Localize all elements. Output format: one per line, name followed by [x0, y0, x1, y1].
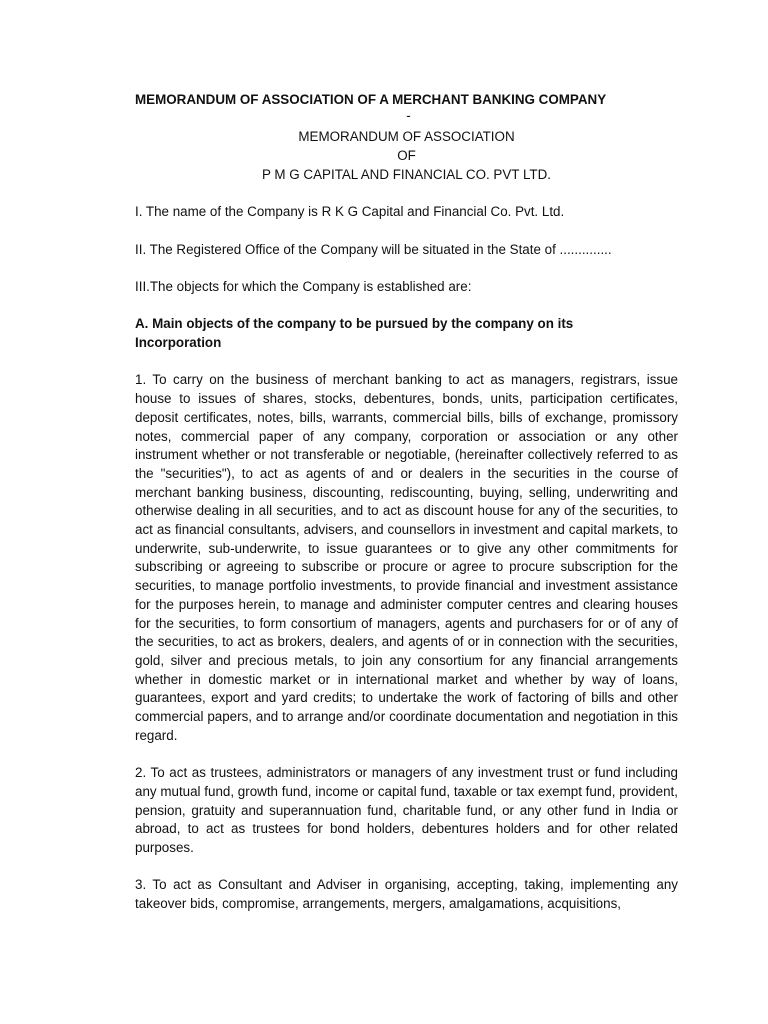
clause-name: I. The name of the Company is R K G Capital and Financial Co. Pvt. Ltd. — [135, 204, 565, 220]
spacer — [135, 185, 678, 204]
object-paragraph-2: 2. To act as trustees, administrators or managers of any investment trust or fund including any mutual fund, growth fund, income or capital fund, taxable or tax exempt fund, provident, pension, gratuity and superannuation fund, charitable fund, or any other fund in India or abroad, to act as trustees for bond holders, debentures holders and for other related purposes. — [135, 765, 678, 856]
memorandum-of: OF — [397, 148, 416, 164]
document-body — [135, 91, 678, 933]
clause-registered-office: II. The Registered Office of the Company will be situated in the State of .............. — [135, 241, 612, 257]
document-title: MEMORANDUM OF ASSOCIATION OF A MERCHANT BANKING COMPANY — [135, 92, 607, 107]
section-a-heading-line1: A. Main objects of the company to be pursued by the company on its — [135, 316, 574, 332]
section-a-heading — [135, 315, 678, 352]
title-separator-dash: - — [406, 107, 411, 123]
object-paragraph-1: 1. To carry on the business of merchant banking to act as managers, registrars, issue house to issues of shares, stocks, debentures, bonds, units, participation certificates, deposit certificates, notes, bills, warrants, commercial bills, bills of exchange, promissory notes, commercial paper of any company, corporation or association or any other instrument whether or not transferable or negotiable, (hereinafter collectively referred to as the "securities"), to act as agents of and or dealers in the securities in the course of merchant banking business, discounting, rediscounting, buying, selling, underwriting and otherwise dealing in all securities, and to act as discount house for any of the securities, to act as financial consultants, advisers, and counsellors in investment and capital markets, to underwrite, sub-underwrite, to issue guarantees or to give any other commitments for subscribing or agreeing to subscribe or procure or agree to procure subscription for the securities, to manage portfolio investments, to provide financial and investment assistance for the purposes herein, to manage and administer computer centres and clearing houses for the securities, to form consortium of managers, agents and purchasers for or of any of the securities, to act as brokers, dealers, and agents of or in connection with the securities, gold, silver and precious metals, to join any consortium for any financial arrangements whether in domestic market or in international market and whether by way of loans, guarantees, export and yard credits; to undertake the work of factoring of bills and other commercial papers, and to arrange and/or coordinate documentation and negotiation in this regard. — [135, 372, 678, 743]
section-a-heading-line2: Incorporation — [135, 335, 222, 351]
memorandum-heading: MEMORANDUM OF ASSOCIATION — [298, 129, 515, 145]
company-name-heading: P M G CAPITAL AND FINANCIAL CO. PVT LTD. — [262, 166, 551, 182]
clause-objects: III.The objects for which the Company is established are: — [135, 278, 472, 294]
object-paragraph-3: 3. To act as Consultant and Adviser in organising, accepting, taking, implementing any takeover bids, compromise, arrangements, mergers, amalgamations, acquisitions, — [135, 877, 678, 912]
